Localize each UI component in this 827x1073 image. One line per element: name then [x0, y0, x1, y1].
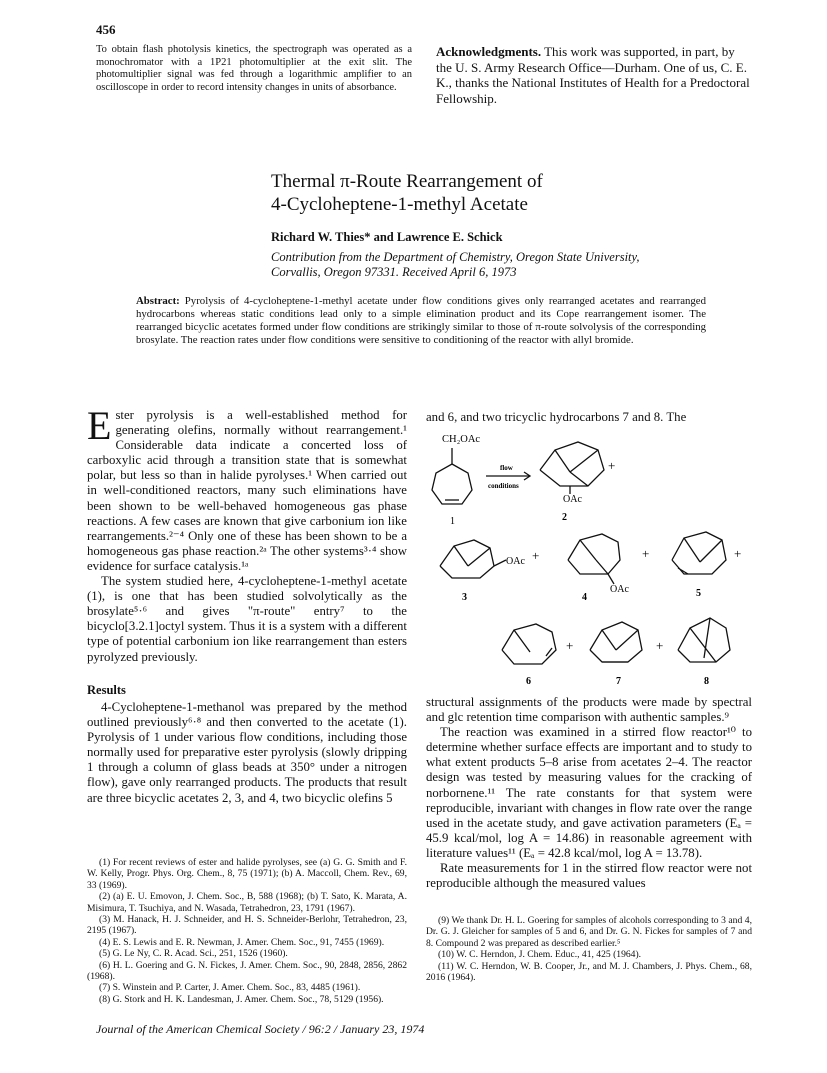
- label-1: 1: [450, 516, 455, 527]
- footnote-6: (6) H. L. Goering and G. N. Fickes, J. Amer. Chem. Soc., 90, 2848, 2856, 2862 (1968).: [87, 959, 407, 983]
- compound-3-bridge: [454, 546, 468, 566]
- results-heading: Results: [87, 683, 126, 697]
- intro-paragraph-2: The system studied here, 4-cycloheptene-1-methyl acetate (1), is one that has been studied solvolytically as the brosylate⁵·⁶ and gives "π-route" entry⁷ to the bicyclo[3.2.1]octyl system. Thus it is a system with a different type of potential carbonium ion like rearrangement than esters pyrolyzed previously.: [87, 574, 407, 664]
- ack-heading: Acknowledgments.: [436, 44, 542, 59]
- compound-4-frame: [568, 534, 620, 574]
- compound-5-frame: [672, 532, 726, 574]
- footnote-8: (8) G. Stork and H. K. Landesman, J. Amer. Chem. Soc., 78, 5129 (1956).: [99, 993, 384, 1005]
- compound-4-bridge-b: [596, 560, 608, 574]
- footnote-9: (9) We thank Dr. H. L. Goering for samples of alcohols corresponding to 3 and 4, Dr. G. J. Gleicher for samples of 5 and 6, and Dr. G. N. Fickes for samples of 7 and 8. Compound 2 was prepared as described earlier.⁵: [426, 915, 752, 949]
- authors: Richard W. Thies* and Lawrence E. Schick: [271, 230, 503, 244]
- plus-1: +: [608, 458, 616, 473]
- footnote-3: (3) M. Hanack, H. J. Schneider, and H. S. Schneider-Berlohr, Tetrahedron, 23, 2195 (1967).: [87, 914, 407, 937]
- compound-6-bridge: [514, 630, 530, 652]
- journal-footer: Journal of the American Chemical Society / 96:2 / January 23, 1974: [96, 1022, 425, 1036]
- compound-7-bridge-b: [616, 630, 638, 650]
- compound-2-bridge-c: [570, 450, 598, 472]
- title-line-2: 4-Cycloheptene-1-methyl Acetate: [271, 194, 528, 215]
- footnote-10: (10) W. C. Herndon, J. Chem. Educ., 41, 425 (1964).: [438, 949, 642, 961]
- abstract-text: Pyrolysis of 4-cycloheptene-1-methyl acetate under flow conditions gives only rearranged acetates and rearranged hydrocarbons whereas static conditions lead only to a simple elimination product and its Cope rearrangement isomer. The rearranged bicyclic acetates formed under flow conditions are strikingly similar to those of π-route solvolysis of the corresponding brosylate. The reaction rates under flow conditions were sensitive to conditioning of the reactor with allyl bromide.: [136, 295, 706, 346]
- abstract-heading: Abstract:: [136, 295, 180, 307]
- label-8: 8: [704, 676, 709, 687]
- abstract: [136, 295, 706, 347]
- plus-3: +: [642, 546, 650, 561]
- compound-5-bridge-b: [700, 540, 722, 562]
- compound-4-bridge: [580, 540, 596, 560]
- footnote-5: (5) G. Le Ny, C. R. Acad. Sci., 251, 1526 (1960).: [99, 948, 288, 960]
- oac-label-3: OAc: [506, 556, 525, 567]
- footnotes-right: [426, 915, 752, 983]
- label-5: 5: [696, 588, 701, 599]
- compound-1-ring: [432, 464, 472, 504]
- article-title: [271, 170, 543, 216]
- right-paragraph-2: The reaction was examined in a stirred flow reactor¹⁰ to determine whether surface effects are important and to study to what extent products 5–8 arise from acetates 2–4. The reactor design was tested by measuring values for the cracking of norbornene.¹¹ The rate constants for that system were reproducible, invariant with changes in flow rate over the range used in the acetate study, and gave activation parameters (Eₐ = 45.9 kcal/mol, log A = 14.86) in reasonable agreement with literature values¹¹ (Eₐ = 42.8 kcal/mol, log A = 13.78).: [426, 725, 752, 860]
- compound-4-oac-bond: [608, 574, 614, 584]
- intro-section: [87, 403, 407, 665]
- right-paragraph-1: structural assignments of the products were made by spectral and glc retention time comparison with authentic samples.⁹: [426, 695, 752, 725]
- top-note: To obtain flash photolysis kinetics, the spectrograph was operated as a monochromator with a 1P21 photomultiplier at the exit slit. The photomultiplier signal was fed through a logarithmic amplifier to an oscilloscope in order to record intensity changes in units of absorbance.: [96, 44, 412, 93]
- label-6: 6: [526, 676, 531, 687]
- label-7: 7: [616, 676, 621, 687]
- footnote-2: (2) (a) E. U. Emovon, J. Chem. Soc., B, 588 (1968); (b) T. Sato, K. Marata, A. Misimura, T. Tsuchiya, and N. Wasada, Tetrahedron, 23, 1791 (1967).: [87, 891, 407, 914]
- oac-label-4: OAc: [610, 584, 629, 595]
- footnote-1: (1) For recent reviews of ester and halide pyrolyses, see (a) G. G. Smith and F. W. Kelly, Progr. Phys. Org. Chem., 8, 75 (1971); (b) A. Maccoll, Chem. Rev., 69, 33 (1969).: [87, 857, 407, 891]
- affiliation: Contribution from the Department of Chemistry, Oregon State University, Corvallis, Oregon 97331. Received April 6, 1973: [271, 250, 640, 279]
- drop-cap: E: [87, 403, 112, 448]
- compound-6-frame: [502, 624, 556, 664]
- ch2oac-label: CH₂OAc: [442, 434, 481, 445]
- compound-5-bridge: [684, 538, 700, 562]
- ack-text: This work was supported, in part, by the U. S. Army Research Office—Durham. One of us, C. E. K., thanks the National Institutes of Health for a Predoctoral Fellowship.: [436, 44, 750, 106]
- plus-2: +: [532, 548, 540, 563]
- footnote-7: (7) S. Winstein and P. Carter, J. Amer. Chem. Soc., 83, 4485 (1961).: [99, 982, 361, 994]
- label-4: 4: [582, 592, 587, 603]
- compound-3-bridge-b: [468, 548, 490, 566]
- intro-p1-text: ster pyrolysis is a well-established method for generating olefins, normally without rearrangement.¹ Considerable data indicate a concerted loss of carboxylic acid through a transition state that is somewhat polar, but less so than in halide pyrolyses.¹ When carried out in well-conditioned reactors, many such eliminations have been shown to be well-behaved homogeneous gas phase reactions. A few cases are known that give carbonium ion like rearrangements.²⁻⁴ Only one of these has been shown to be a homogeneous gas phase reaction.²ᵃ The other systems³·⁴ show evidence for surface catalysis.¹ᵃ: [87, 408, 407, 573]
- flow-label: flow: [500, 464, 513, 472]
- results-right-text: [426, 695, 752, 891]
- results-paragraph-1: [87, 700, 407, 806]
- footnotes-left: [87, 857, 407, 1005]
- footnote-11: (11) W. C. Herndon, W. B. Cooper, Jr., and M. J. Chambers, J. Phys. Chem., 68, 2016 (1964).: [426, 960, 752, 984]
- footnote-4: (4) E. S. Lewis and E. R. Newman, J. Amer. Chem. Soc., 91, 7455 (1969).: [99, 936, 385, 948]
- label-2: 2: [562, 512, 567, 523]
- plus-4: +: [734, 546, 742, 561]
- compound-7-bridge: [602, 630, 616, 650]
- oac-label-2: OAc: [563, 494, 582, 505]
- page-number: 456: [96, 22, 116, 37]
- intro-paragraph-1: [87, 403, 407, 574]
- right-top-text: and 6, and two tricyclic hydrocarbons 7 and 8. The: [426, 410, 687, 424]
- compound-8-bridge-b: [690, 628, 716, 662]
- compound-2-bridge-b: [570, 472, 588, 486]
- label-3: 3: [462, 592, 467, 603]
- compound-3-frame: [440, 540, 494, 578]
- conditions-label: conditions: [488, 482, 519, 490]
- compound-2-bridge: [555, 450, 570, 472]
- plus-6: +: [656, 638, 664, 653]
- plus-5: +: [566, 638, 574, 653]
- right-paragraph-3: Rate measurements for 1 in the stirred flow reactor were not reproducible although the measured values: [426, 861, 752, 891]
- reaction-scheme: [420, 428, 760, 688]
- compound-7-frame: [590, 622, 642, 662]
- title-line-1: Thermal π-Route Rearrangement of: [271, 171, 543, 192]
- acknowledgments: [436, 44, 752, 106]
- compound-3-oac-bond: [494, 560, 506, 566]
- results-p1: 4-Cycloheptene-1-methanol was prepared by the method outlined previously⁶·⁸ and then converted to the acetate (1). Pyrolysis of 1 under various flow conditions, including those normally used for preparative ester pyrolysis (slowly dripping 1 through a column of glass beads at 350° under a nitrogen flow), gave only rearranged products. The products that result are three bicyclic acetates 2, 3, and 4, two bicyclic olefins 5: [87, 700, 407, 805]
- compound-2-frame: [540, 442, 604, 486]
